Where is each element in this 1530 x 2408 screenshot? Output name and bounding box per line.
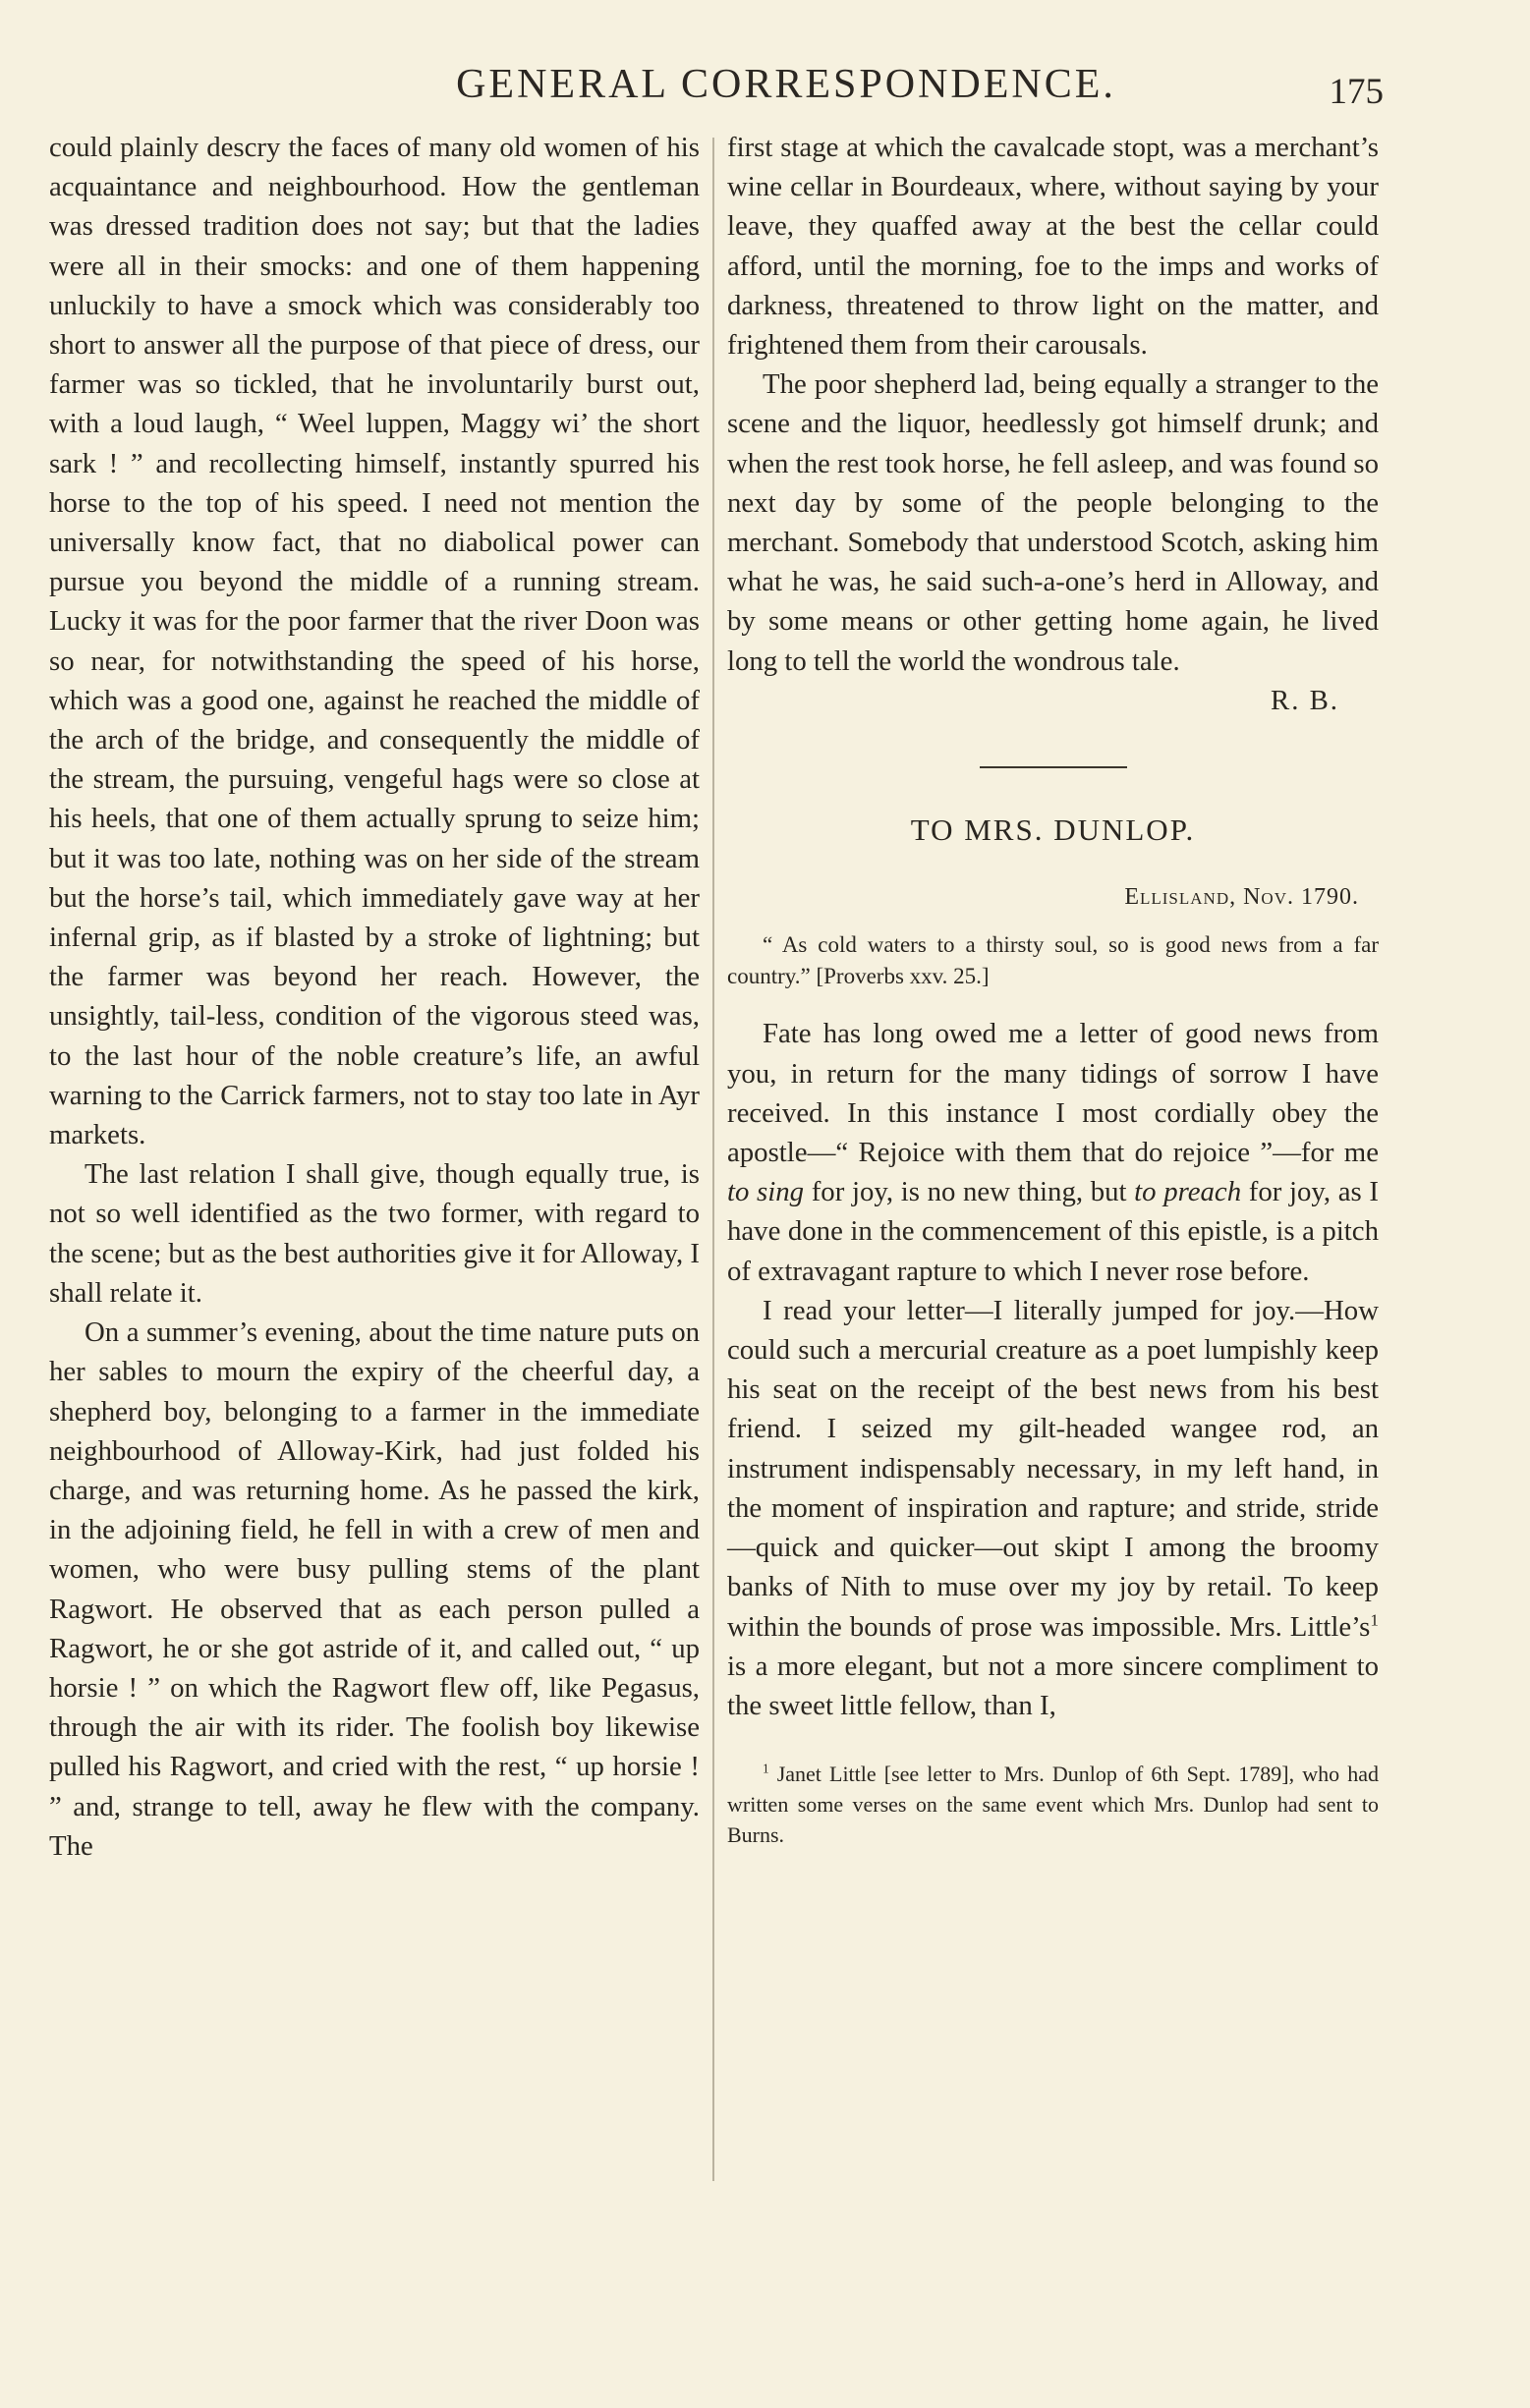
text-run: I read your letter—I literally jumped for joy.—How could such a mercurial creature as a poet lumpishly keep his seat on the receipt of the best news from his best friend. I seized my gilt-headed wangee rod, an instrument indispensably necessary, in my left hand, in the moment of inspiration and rapture; and stride, stride—quick and quicker—out skipt I among the broomy banks of Nith to muse over my joy by retail. To keep within the bounds of prose was impossible. Mrs. Little’s	[727, 1294, 1379, 1643]
epigraph: “ As cold waters to a thirsty soul, so is good news from a far country.” [Proverbs xxv. 25.]	[727, 932, 1379, 989]
section-rule	[980, 766, 1127, 768]
paragraph: could plainly descry the faces of many old women of his acquaintance and neighbourhood. How the gentleman was dressed tradition does not say; but that the ladies were all in their smocks: and one of them happening unluckily to have a smock which was considerably too short to answer all the purpose of that piece of dress, our farmer was so tickled, that he involuntarily burst out, with a loud laugh, “ Weel luppen, Maggy wi’ the short sark ! ” and recollecting himself, instantly spurred his horse to the top of his speed. I need not mention the universally know fact, that no diabolical power can pursue you beyond the middle of a running stream. Lucky it was for the poor farmer that the river Doon was so near, for notwithstanding the speed of his horse, which was a good one, against he reached the middle of the arch of the bridge, and consequently the middle of the stream, the pursuing, vengeful hags were so close at his heels, that one of them actually sprung to seize him; but it was too late, nothing was on her side of the stream but the horse’s tail, which immediately gave way at her infernal grip, as if blasted by a stroke of lightning; but the farmer was beyond her reach. However, the unsightly, tail-less, condition of the vigorous steed was, to the last hour of the noble creature’s life, an awful warning to the Carrick farmers, not to stay too late in Ayr markets.	[49, 132, 700, 1151]
italic-text: to sing	[727, 1176, 805, 1208]
left-column	[49, 128, 700, 1866]
right-column	[727, 128, 1379, 1850]
paragraph: first stage at which the cavalcade stopt, was a merchant’s wine cellar in Bourdeaux, where, without saying by your leave, they quaffed away at the best the cellar could afford, until the morning, foe to the imps and works of darkness, threatened to throw light on the matter, and frightened them from their carousals.	[727, 132, 1379, 362]
text-run: for joy, as I have done in the commencement of this epistle, is a pitch of extravagant rapture to which I never rose before.	[727, 1176, 1379, 1287]
column-divider	[712, 138, 714, 2181]
signature: R. B.	[1270, 684, 1339, 716]
dateline: Ellisland, Nov. 1790.	[1124, 884, 1359, 911]
paragraph: On a summer’s evening, about the time nature puts on her sables to mourn the expiry of the cheerful day, a shepherd boy, belonging to a farmer in the immediate neighbourhood of Alloway-Kirk, had just folded his charge, and was returning home. As he passed the kirk, in the adjoining field, he fell in with a crew of men and women, who were busy pulling stems of the plant Ragwort. He observed that as each person pulled a Ragwort, he or she got astride of it, and called out, “ up horsie ! ” on which the Ragwort flew off, like Pegasus, through the air with its rider. The foolish boy likewise pulled his Ragwort, and cried with the rest, “ up horsie ! ” and, strange to tell, away he flew with the company. The	[49, 1316, 700, 1862]
letter-heading: TO MRS. DUNLOP.	[910, 812, 1196, 848]
paragraph	[727, 1014, 1379, 1290]
page-number: 175	[1329, 72, 1384, 112]
running-title: GENERAL CORRESPONDENCE.	[456, 62, 1116, 107]
footnote-reference: 1	[1370, 1609, 1379, 1629]
italic-text: to preach	[1134, 1176, 1242, 1208]
footnote	[727, 1759, 1379, 1850]
footnote-text: Janet Little [see letter to Mrs. Dunlop of 6th Sept. 1789], who had written some verses on the same event which Mrs. Dunlop had sent to Burns.	[727, 1762, 1379, 1848]
text-run: is a more elegant, but not a more sincere compliment to the sweet little fellow, than I,	[727, 1650, 1379, 1721]
text-run: Fate has long owed me a letter of good news from you, in return for the many tidings of sorrow I have received. In this instance I most cordially obey the apostle—“ Rejoice with them that do rejoice ”—for me	[727, 1018, 1379, 1169]
footnote-marker: 1	[763, 1761, 769, 1776]
paragraph	[727, 1291, 1379, 1725]
paragraph: The last relation I shall give, though equally true, is not so well identified as the two former, with regard to the scene; but as the best authorities give it for Alloway, I shall relate it.	[49, 1158, 700, 1309]
paragraph: The poor shepherd lad, being equally a stranger to the scene and the liquor, heedlessly got himself drunk; and when the rest took horse, he fell asleep, and was found so next day by some of the people belonging to the merchant. Somebody that understood Scotch, asking him what he was, he said such-a-one’s herd in Alloway, and by some means or other getting home again, he lived long to tell the world the wondrous tale.	[727, 368, 1379, 677]
text-run: for joy, is no new thing, but	[804, 1176, 1135, 1208]
